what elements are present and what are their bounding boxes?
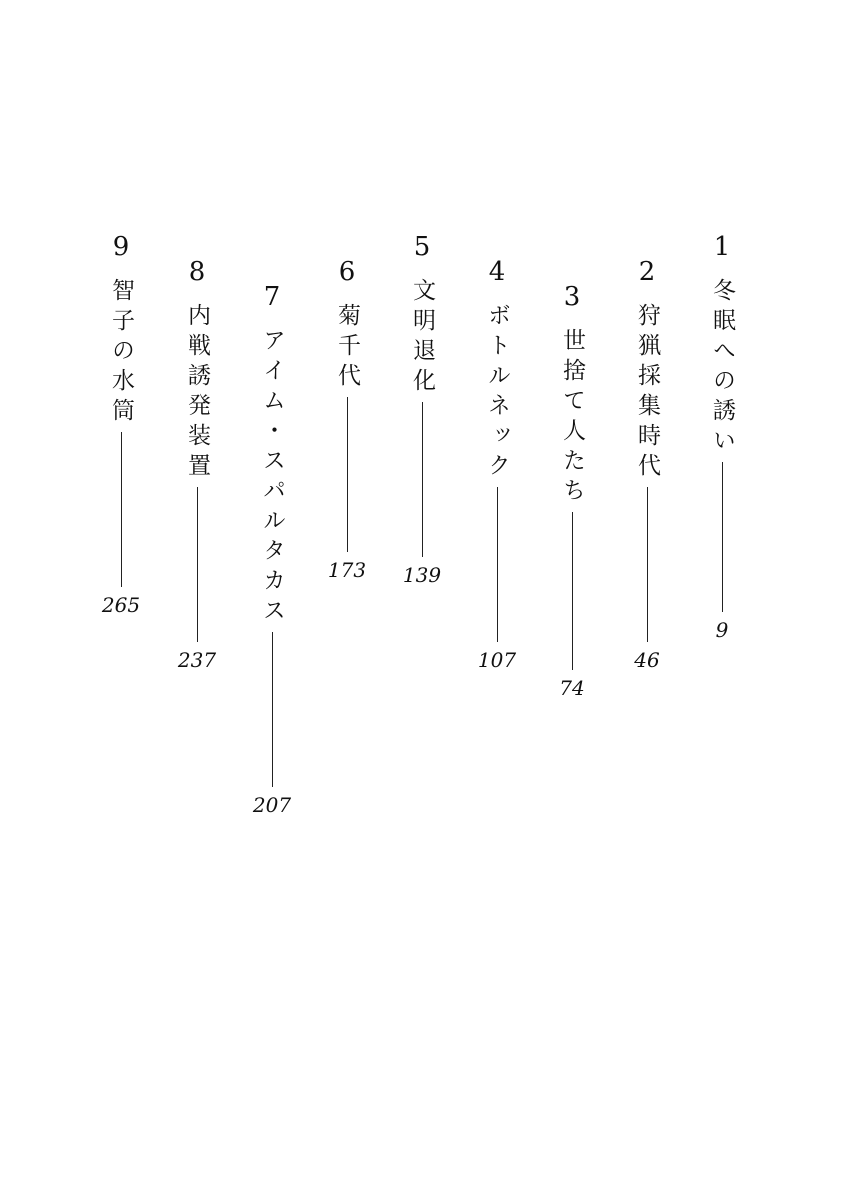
chapter-title: 智子の水筒 [108,278,134,428]
leader-line [422,402,423,557]
toc-entry-1 [702,234,742,640]
chapter-title: 世捨て人たち [559,328,585,508]
toc-entry-4 [477,259,517,670]
chapter-number: 9 [112,232,130,262]
leader-line [347,397,348,552]
chapter-page-number: 207 [252,793,292,817]
toc-entry-7 [252,284,292,815]
leader-line [647,487,648,642]
leader-line [121,432,122,587]
toc-entry-6 [327,259,367,580]
chapter-title: 菊千代 [334,303,360,393]
chapter-title: 内戦誘発装置 [184,303,210,483]
chapter-page-number: 9 [715,618,729,642]
leader-line [197,487,198,642]
chapter-page-number: 237 [177,648,217,672]
chapter-number: 5 [413,232,431,262]
chapter-title: 冬眠への誘い [709,278,735,458]
chapter-number: 8 [188,257,206,287]
chapter-page-number: 265 [101,593,141,617]
chapter-number: 2 [638,257,656,287]
toc-entry-9 [101,234,141,615]
chapter-number: 4 [488,257,506,287]
toc-entry-8 [177,259,217,670]
chapter-page-number: 173 [327,558,367,582]
leader-line [497,487,498,642]
toc-entry-2 [627,259,667,670]
chapter-title: アイム・スパルタカス [259,328,285,628]
toc-entry-5 [402,234,442,585]
chapter-page-number: 139 [402,563,442,587]
leader-line [572,512,573,670]
chapter-number: 3 [563,282,581,312]
toc-entry-3 [552,284,592,698]
chapter-title: ボトルネック [484,303,510,483]
chapter-page-number: 46 [634,648,660,672]
leader-line [272,632,273,787]
chapter-page-number: 74 [559,676,585,700]
chapter-number: 7 [263,282,281,312]
chapter-title: 文明退化 [409,278,435,398]
chapter-number: 6 [338,257,356,287]
chapter-page-number: 107 [477,648,517,672]
chapter-number: 1 [713,232,731,262]
chapter-title: 狩猟採集時代 [634,303,660,483]
leader-line [722,462,723,612]
